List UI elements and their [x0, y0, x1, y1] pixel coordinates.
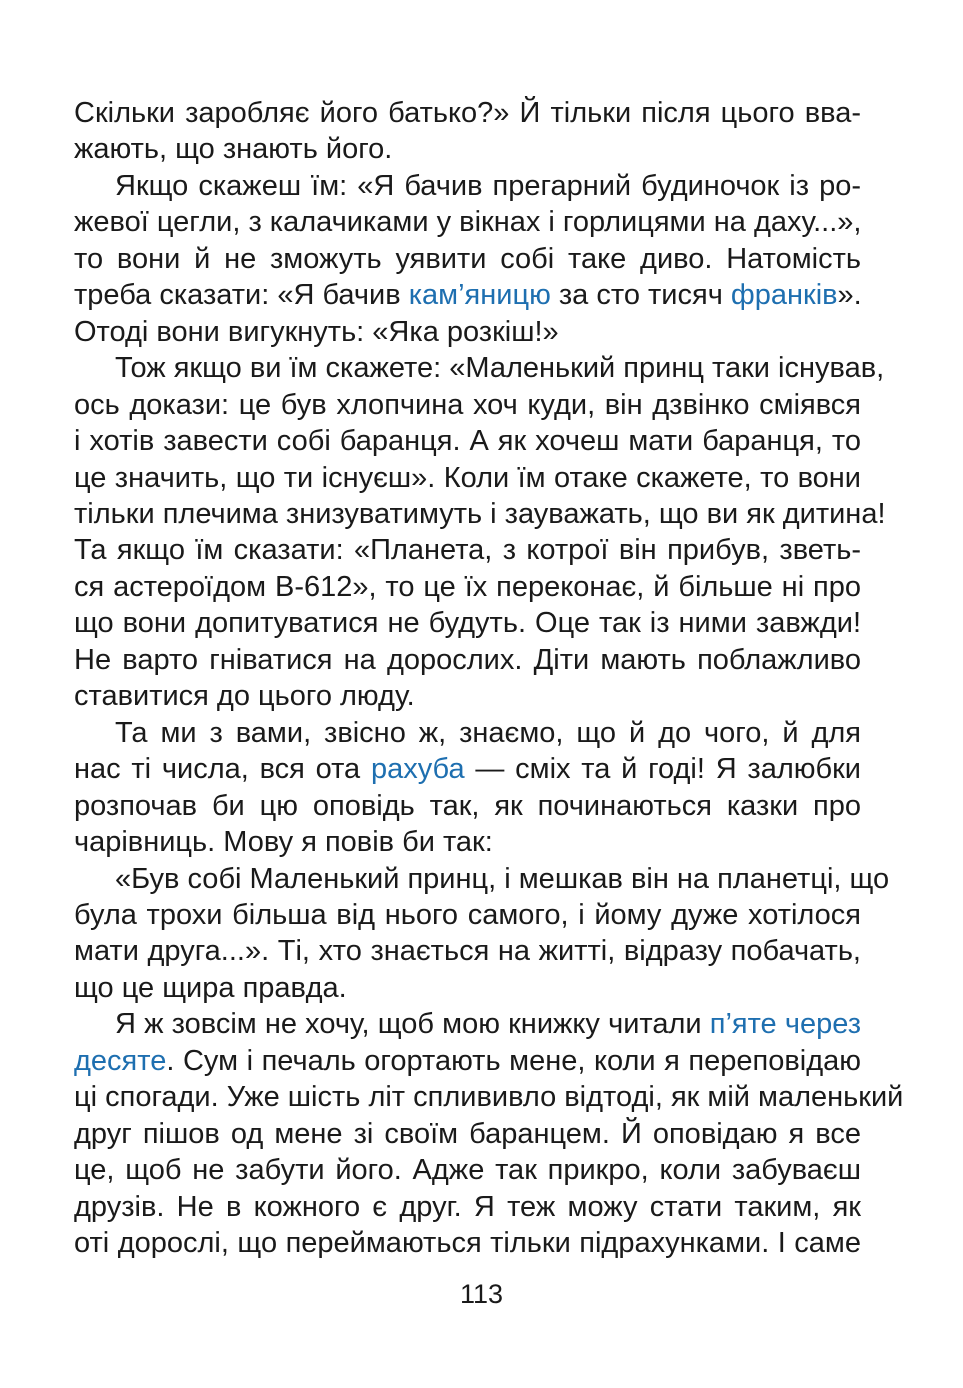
- text-line: [74, 861, 890, 897]
- text-run: Скільки заробляє його батько?» Й тільки після цього вва-: [74, 97, 861, 129]
- text-line: [74, 1189, 861, 1225]
- glossary-term: франків: [730, 279, 838, 312]
- text-line: [74, 387, 861, 423]
- text-line: [74, 350, 885, 386]
- text-run: — сміх та й годі! Я залюбки: [464, 753, 861, 786]
- text-run: друзів. Не в кожного є друг. Я теж можу стати таким, як: [74, 1190, 861, 1223]
- text-run: мати друга...». Ті, хто знається на житті, відразу побачать,: [74, 935, 861, 968]
- text-line: [74, 277, 861, 313]
- text-line: [74, 1043, 861, 1079]
- text-line: [74, 788, 861, 824]
- text-line: [74, 532, 861, 568]
- text-line: [74, 824, 861, 860]
- text-line: [74, 168, 861, 204]
- text-run: друг пішов од мене зі своїм баранцем. Й оповідаю я все: [74, 1117, 861, 1150]
- text-line: [74, 314, 861, 350]
- glossary-term: рахуба: [370, 753, 465, 786]
- text-run: Та якщо їм сказати: «Планета, з котрої він прибув, зветь-: [74, 534, 861, 567]
- text-line: [74, 241, 861, 277]
- text-run: ставитися до цього люду.: [74, 680, 415, 713]
- text-run: нас ті числа, вся ота: [74, 753, 371, 786]
- text-line: [74, 642, 861, 678]
- text-run: ось докази: це був хлопчина хоч куди, він дзвінко сміявся: [74, 388, 861, 421]
- text-run: . Сум і печаль огортають мене, коли я переповідаю: [166, 1044, 861, 1077]
- text-run: «Був собі Маленький принц, і мешкав він на планетці, що: [115, 862, 890, 895]
- text-line: [74, 204, 861, 240]
- text-run: ці спогади. Уже шість літ сплививло відтоді, як мій маленький: [74, 1081, 904, 1114]
- text-line: [74, 460, 861, 496]
- text-line: [74, 496, 886, 532]
- text-run: що це щира правда.: [74, 971, 347, 1004]
- text-run: за сто тисяч: [550, 279, 731, 312]
- glossary-term: п’яте через: [709, 1008, 861, 1041]
- text-run: Не варто гніватися на дорослих. Діти мають поблажливо: [74, 643, 861, 676]
- text-line: [74, 715, 861, 751]
- text-run: що вони допитуватися не будуть. Оце так із ними завжди!: [74, 607, 861, 640]
- text-run: чарівниць. Мову я повів би так:: [74, 826, 493, 859]
- text-line: [74, 1116, 861, 1152]
- text-line: [74, 569, 861, 605]
- text-line: [74, 1006, 861, 1042]
- text-line: [74, 678, 861, 714]
- text-line: [74, 970, 861, 1006]
- text-line: [74, 751, 861, 787]
- text-run: оті дорослі, що переймаються тільки підрахунками. І саме: [74, 1227, 861, 1260]
- text-run: розпочав би цю оповідь так, як починаються казки про: [74, 789, 861, 822]
- glossary-term: кам’яницю: [408, 279, 551, 312]
- text-line: [74, 897, 861, 933]
- text-run: ся астероїдом В-612», то це їх переконає, й більше ні про: [74, 570, 861, 603]
- text-run: ».: [837, 279, 862, 312]
- page-number: 113: [459, 1279, 504, 1309]
- text-line: [74, 933, 861, 969]
- text-run: Отоді вони вигукнуть: «Яка розкіш!»: [74, 315, 559, 348]
- text-run: жевої цегли, з калачиками у вікнах і горлицями на даху...»,: [74, 206, 862, 239]
- glossary-term: десяте: [74, 1044, 167, 1077]
- text-line: [74, 95, 861, 131]
- text-line: [74, 1152, 861, 1188]
- page-body: [74, 95, 904, 1262]
- text-run: тільки плечима знизуватимуть і зауважать, що ви як дитина!: [74, 497, 886, 530]
- text-run: це, щоб не забути його. Адже так прикро, коли забуваєш: [74, 1154, 861, 1187]
- text-run: Якщо скажеш їм: «Я бачив прегарний будиночок із ро-: [115, 169, 861, 202]
- text-run: треба сказати: «Я бачив: [74, 279, 409, 312]
- text-run: це значить, що ти існуєш». Коли їм отаке скажете, то вони: [74, 461, 861, 494]
- text-line: [74, 605, 861, 641]
- text-line: [74, 131, 861, 167]
- text-run: Тож якщо ви їм скажете: «Маленький принц таки існував,: [115, 352, 885, 385]
- text-run: то вони й не зможуть уявити собі таке диво. Натомість: [74, 242, 861, 275]
- text-run: і хотів завести собі баранця. А як хочеш мати баранця, то: [74, 425, 861, 458]
- text-run: жають, що знають його.: [74, 133, 393, 166]
- text-run: Та ми з вами, звісно ж, знаємо, що й до чого, й для: [115, 716, 861, 749]
- text-run: Я ж зовсім не хочу, щоб мою книжку читали: [115, 1008, 710, 1041]
- text-line: [74, 1225, 861, 1261]
- text-run: була трохи більша від нього самого, і йому дуже хотілося: [74, 898, 861, 931]
- text-line: [74, 423, 861, 459]
- text-line: [74, 1079, 904, 1115]
